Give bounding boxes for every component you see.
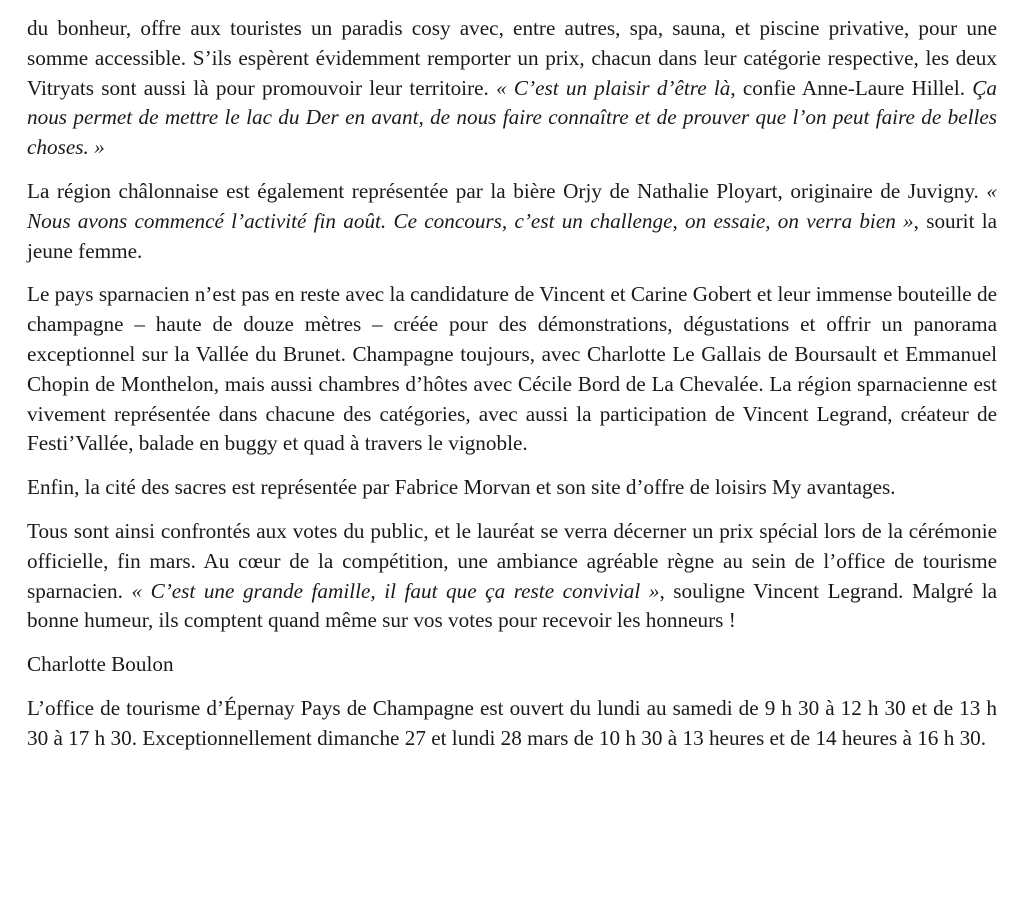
article-body [27, 14, 997, 768]
author-signature: Charlotte Boulon [27, 652, 174, 677]
paragraph-text: , sourit la jeune femme. [27, 208, 997, 263]
paragraph-chalonnaise [27, 177, 997, 266]
quote-text: Ça nous permet de mettre le lac du Der en avant, de nous faire connaître et de prouver que l’on peut faire de belles choses. » [27, 75, 997, 160]
paragraph-reims: Enfin, la cité des sacres est représentée par Fabrice Morvan et son site d’offre de loisirs My avantages. [27, 475, 896, 500]
paragraph-votes [27, 517, 997, 636]
paragraph-text: du bonheur, offre aux touristes un paradis cosy avec, entre autres, spa, sauna, et piscine privative, pour une somme accessible. S’ils espèrent évidemment remporter un prix, chacun dans leur catégorie respective, les deux Vitryats sont aussi là pour promouvoir leur territoire. [27, 16, 997, 100]
paragraph-text: La région châlonnaise est également représentée par la bière Orjy de Nathalie Ployart, originaire de Juvigny. [27, 178, 987, 203]
quote-text: « C’est une grande famille, il faut que ça reste convivial » [131, 578, 660, 603]
paragraph-text: , souligne Vincent Legrand. Malgré la bonne humeur, ils comptent quand même sur vos votes pour recevoir les honneurs ! [27, 578, 998, 633]
paragraph-opening-hours: L’office de tourisme d’Épernay Pays de Champagne est ouvert du lundi au samedi de 9 h 30 à 12 h 30 et de 13 h 30 à 17 h 30. Exceptionnellement dimanche 27 et lundi 28 mars de 10 h 30 à 13 heures et de 14 heures à 16 h 30. [27, 695, 997, 750]
paragraph-text: Tous sont ainsi confrontés aux votes du public, et le lauréat se verra décerner un prix spécial lors de la cérémonie officielle, fin mars. Au cœur de la compétition, une ambiance agréable règne au sein de l’office de tourisme sparnacien. [27, 518, 997, 603]
quote-text: « Nous avons commencé l’activité fin août. Ce concours, c’est un challenge, on essaie, on verra bien » [27, 178, 997, 233]
quote-text: « C’est un plaisir d’être là [496, 75, 731, 100]
paragraph-text: , confie Anne-Laure Hillel. [730, 75, 973, 100]
paragraph-sparnacien: Le pays sparnacien n’est pas en reste avec la candidature de Vincent et Carine Gobert et leur immense bouteille de champagne – haute de douze mètres – créée pour des démonstrations, dégustations et offrir un panorama exceptionnel sur la Vallée du Brunet. Champagne toujours, avec Charlotte Le Gallais de Boursault et Emmanuel Chopin de Monthelon, mais aussi chambres d’hôtes avec Cécile Bord de La Chevalée. La région sparnacienne est vivement représentée dans chacune des catégories, avec aussi la participation de Vincent Legrand, créateur de Festi’Vallée, balade en buggy et quad à travers le vignoble. [27, 282, 997, 456]
paragraph-vitryats [27, 14, 997, 163]
